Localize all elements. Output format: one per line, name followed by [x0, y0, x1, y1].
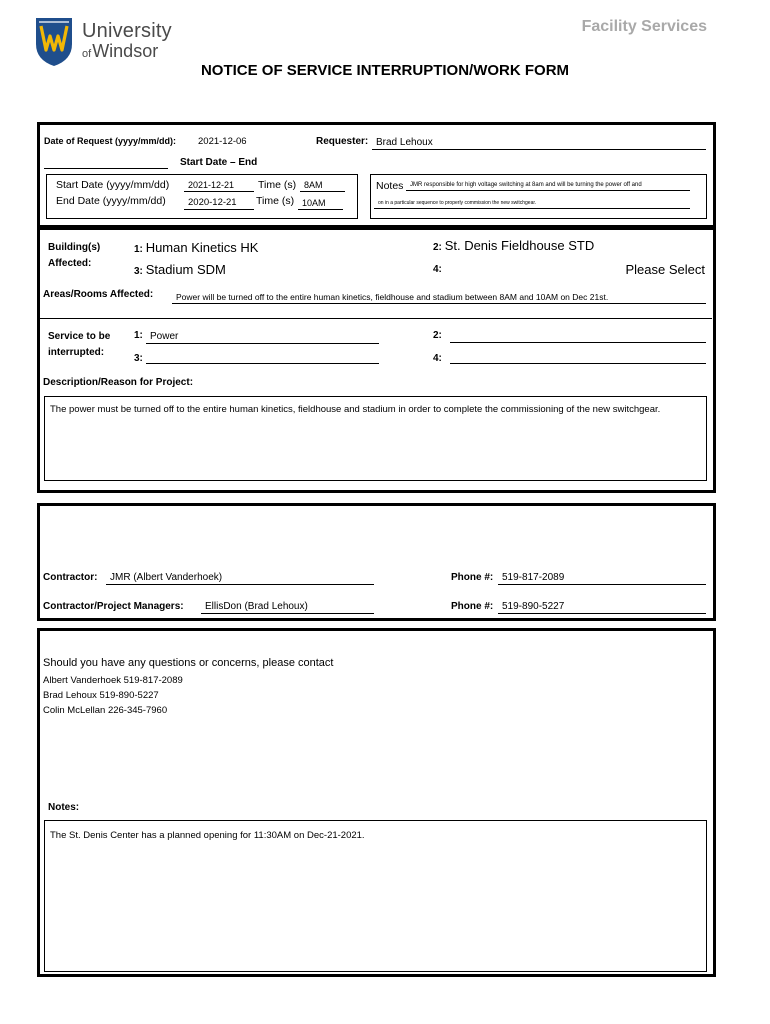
areas-rooms-label: Areas/Rooms Affected: — [43, 289, 154, 300]
notes-section-label: Notes: — [48, 802, 80, 813]
blank-line — [44, 157, 168, 169]
service-label-1: Service to be — [48, 331, 111, 342]
end-date-field[interactable]: 2020-12-21 — [184, 197, 254, 210]
managers-label: Contractor/Project Managers: — [43, 601, 184, 612]
requester-label: Requester: — [316, 136, 369, 147]
service-3-field[interactable] — [146, 352, 379, 364]
buildings-label-2: Affected: — [48, 258, 92, 269]
description-label: Description/Reason for Project: — [43, 377, 194, 388]
contact-line-3: Colin McLellan 226-345-7960 — [43, 705, 168, 716]
service-4-num: 4: — [433, 353, 442, 364]
contractor-field[interactable]: JMR (Albert Vanderhoek) — [106, 572, 374, 585]
date-of-request-value[interactable]: 2021-12-06 — [198, 136, 247, 147]
notes-text: The St. Denis Center has a planned opening for 11:30AM on Dec-21-2021. — [50, 830, 365, 841]
contact-line-2: Brad Lehoux 519-890-5227 — [43, 690, 159, 701]
notes-line-2[interactable]: on in a particular sequence to properly commission the new switchgear. — [374, 199, 690, 209]
description-text: The power must be turned off to the entire human kinetics, fieldhouse and stadium in order to complete the commissioning of the new switchgear. — [50, 404, 661, 415]
service-4-field[interactable] — [450, 352, 706, 364]
form-title: NOTICE OF SERVICE INTERRUPTION/WORK FORM — [200, 62, 570, 79]
requester-field[interactable]: Brad Lehoux — [372, 137, 706, 150]
notes-text-box[interactable] — [44, 820, 707, 972]
building-2[interactable]: 2: St. Denis Fieldhouse STD — [433, 238, 595, 253]
start-time-label: Time (s) — [258, 179, 297, 191]
end-time-label: Time (s) — [256, 195, 295, 207]
notes-label: Notes — [376, 180, 404, 192]
end-date-label: End Date (yyyy/mm/dd) — [56, 195, 166, 207]
service-label-2: interrupted: — [48, 347, 105, 358]
contractor-phone-field[interactable]: 519-817-2089 — [498, 572, 706, 585]
building-1[interactable]: 1: Human Kinetics HK — [134, 240, 259, 255]
start-date-field[interactable]: 2021-12-21 — [184, 179, 254, 192]
notes-line-1[interactable]: JMR responsible for high voltage switching at 8am and will be turning the power off and — [406, 181, 690, 191]
department-name: Facility Services — [581, 18, 707, 35]
areas-rooms-field[interactable]: Power will be turned off to the entire human kinetics, fieldhouse and stadium between 8AM and 10AM on Dec 21st. — [172, 291, 706, 304]
contact-line-1: Albert Vanderhoek 519-817-2089 — [43, 675, 183, 686]
university-shield-logo-icon — [34, 16, 74, 68]
service-2-field[interactable] — [450, 331, 706, 343]
building-4-num: 4: — [433, 264, 442, 275]
service-1-num: 1: — [134, 330, 143, 341]
start-date-label: Start Date (yyyy/mm/dd) — [56, 179, 170, 191]
managers-phone-label: Phone #: — [451, 601, 494, 612]
contractor-phone-label: Phone #: — [451, 572, 494, 583]
logo-university-text: University — [82, 20, 172, 42]
contractor-label: Contractor: — [43, 572, 98, 583]
service-1-field[interactable]: Power — [146, 331, 379, 344]
date-of-request-label: Date of Request (yyyy/mm/dd): — [44, 136, 177, 146]
start-end-label: Start Date – End — [180, 157, 258, 168]
end-time-field[interactable]: 10AM — [298, 197, 343, 210]
logo-windsor-text: ofWindsor — [82, 41, 159, 61]
start-time-field[interactable]: 8AM — [300, 179, 345, 192]
building-3[interactable]: 3: Stadium SDM — [134, 262, 226, 277]
buildings-label-1: Building(s) — [48, 242, 101, 253]
contact-intro: Should you have any questions or concerns, please contact — [43, 657, 334, 669]
managers-field[interactable]: EllisDon (Brad Lehoux) — [201, 601, 374, 614]
service-3-num: 3: — [134, 353, 143, 364]
building-4-select[interactable]: Please Select — [625, 262, 705, 277]
service-2-num: 2: — [433, 330, 442, 341]
managers-phone-field[interactable]: 519-890-5227 — [498, 601, 706, 614]
